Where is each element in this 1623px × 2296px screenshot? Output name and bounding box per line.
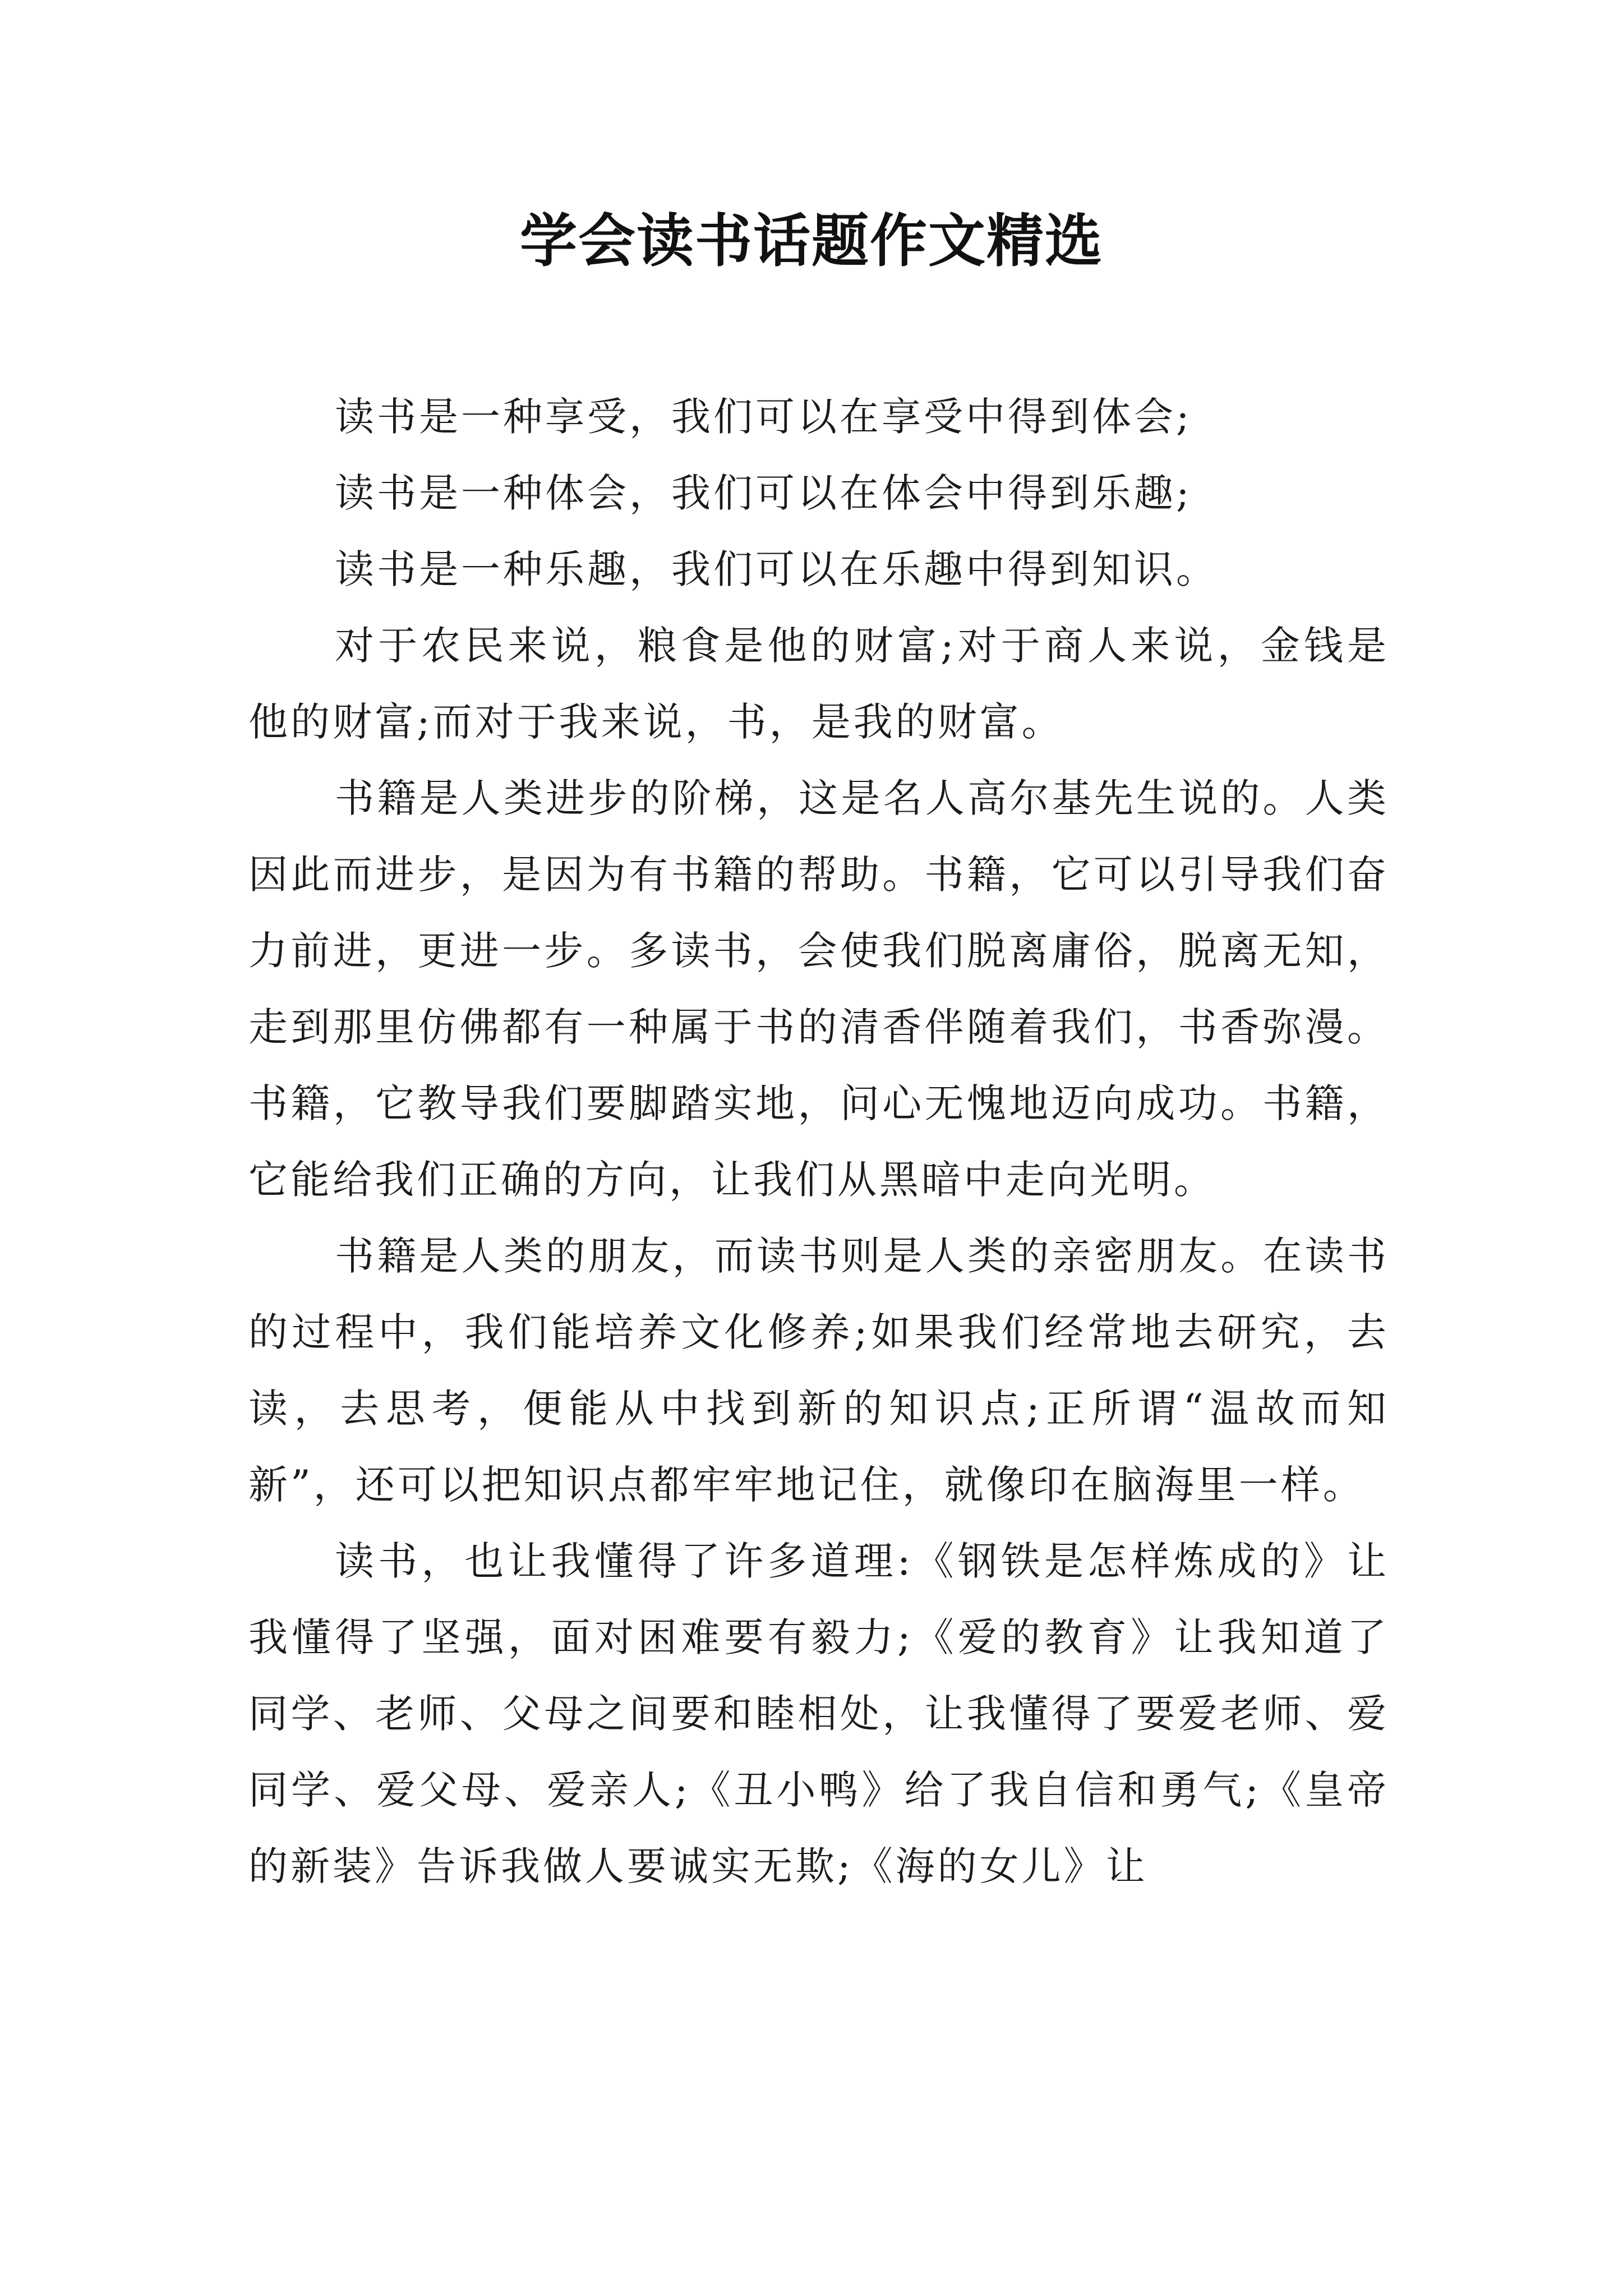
paragraph: 读书是一种乐趣，我们可以在乐趣中得到知识。 bbox=[335, 546, 1218, 592]
paragraph: 读书是一种体会，我们可以在体会中得到乐趣; bbox=[335, 470, 1192, 516]
document-body bbox=[248, 379, 1389, 1904]
document-title: 学会读书话题作文精选 bbox=[520, 208, 1103, 275]
paragraph: 读书，也让我懂得了许多道理:《钢铁是怎样炼成的》让我懂得了坚强，面对困难要有毅力;《爱的教育》让我知道了同学、老师、父母之间要和睦相处，让我懂得了要爱老师、爱同学、爱父母、爱亲人;《丑小鸭》给了我自信和勇气;《皇帝的新装》告诉我做人要诚实无欺;《海的女儿》让 bbox=[248, 1538, 1389, 1889]
paragraph: 读书是一种享受，我们可以在享受中得到体会; bbox=[335, 394, 1192, 440]
paragraph: 书籍是人类的朋友，而读书则是人类的亲密朋友。在读书的过程中，我们能培养文化修养;如果我们经常地去研究，去读，去思考，便能从中找到新的知识点;正所谓“温故而知新”，还可以把知识点都牢牢地记住，就像印在脑海里一样。 bbox=[248, 1233, 1389, 1508]
paragraph: 书籍是人类进步的阶梯，这是名人高尔基先生说的。人类因此而进步，是因为有书籍的帮助。书籍，它可以引导我们奋力前进，更进一步。多读书，会使我们脱离庸俗，脱离无知，走到那里仿佛都有一种属于书的清香伴随着我们，书香弥漫。书籍，它教导我们要脚踏实地，问心无愧地迈向成功。书籍，它能给我们正确的方向，让我们从黑暗中走向光明。 bbox=[248, 775, 1389, 1203]
paragraph: 对于农民来说，粮食是他的财富;对于商人来说，金钱是他的财富;而对于我来说，书，是我的财富。 bbox=[248, 623, 1389, 745]
